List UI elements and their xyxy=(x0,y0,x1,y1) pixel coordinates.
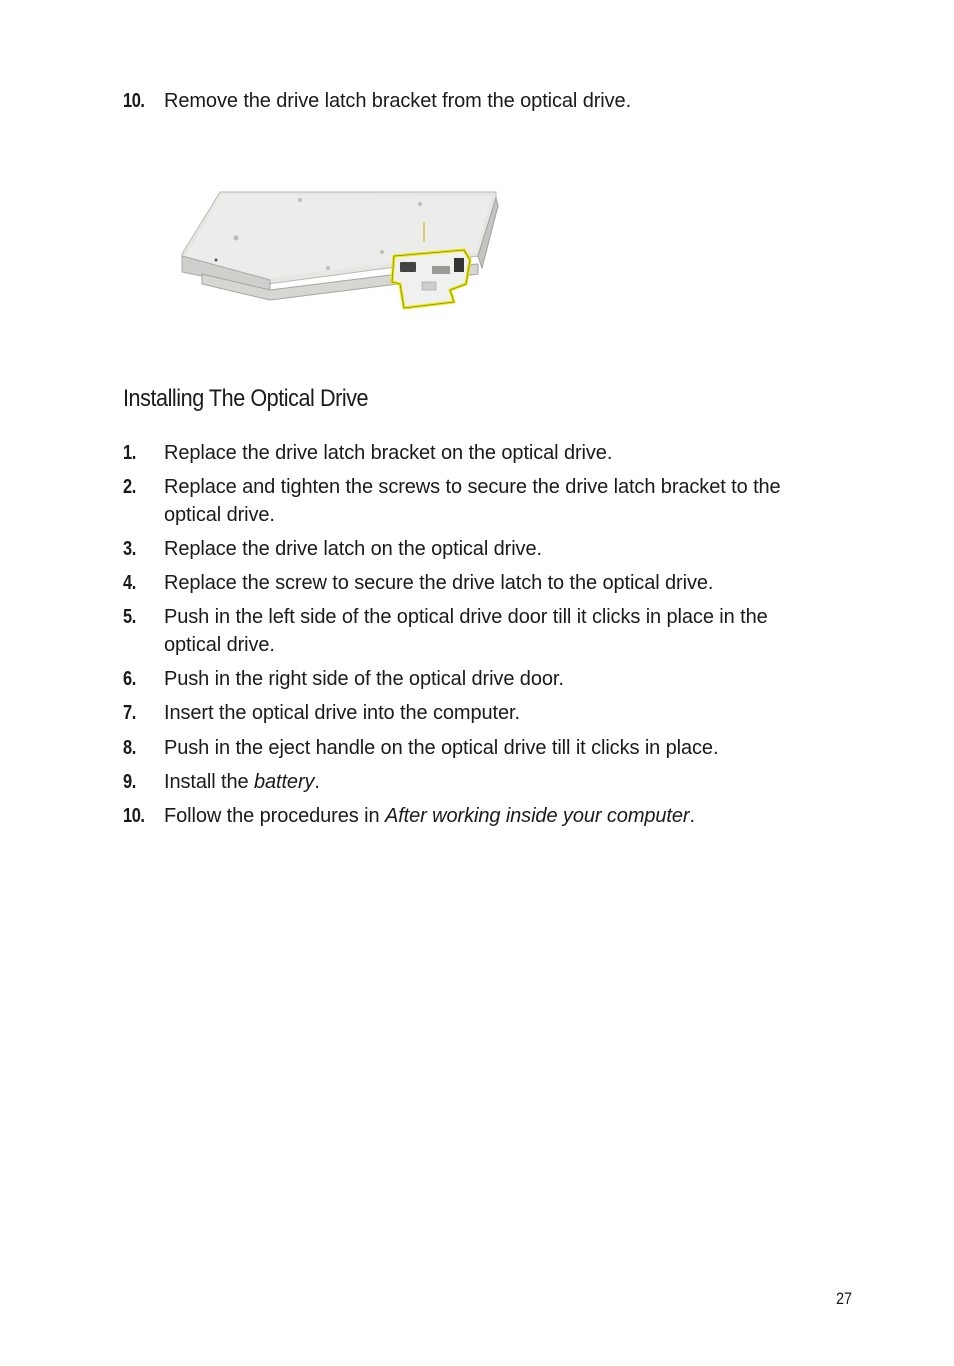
step-text: Push in the left side of the optical drive door till it clicks in place in the optical drive. xyxy=(164,606,768,656)
step-text xyxy=(164,768,823,796)
page-number: 27 xyxy=(836,1289,853,1308)
step-item xyxy=(123,439,823,467)
step-item xyxy=(123,699,823,727)
step-text-after: . xyxy=(314,771,320,793)
step-number: 1. xyxy=(123,442,136,464)
step-text: Replace and tighten the screws to secure the drive latch bracket to the optical drive. xyxy=(164,476,781,526)
step-text: Replace the drive latch bracket on the optical drive. xyxy=(164,442,613,464)
step-text: Replace the screw to secure the drive latch to the optical drive. xyxy=(164,572,714,594)
after-working-link[interactable]: After working inside your computer xyxy=(384,805,690,827)
step-text: Push in the eject handle on the optical drive till it clicks in place. xyxy=(164,737,719,759)
step-text: Insert the optical drive into the computer. xyxy=(164,702,520,724)
step-text-before: Follow the procedures in xyxy=(164,805,385,827)
step-text-after: . xyxy=(689,805,695,827)
step-item xyxy=(123,473,823,529)
battery-link[interactable]: battery xyxy=(253,771,315,793)
optical-drive-illustration xyxy=(178,186,508,316)
step-text: Remove the drive latch bracket from the optical drive. xyxy=(164,90,632,112)
step-number: 2. xyxy=(123,476,136,498)
step-item xyxy=(123,802,823,830)
step-item xyxy=(123,734,823,762)
step-number: 8. xyxy=(123,737,136,759)
step-number: 5. xyxy=(123,606,136,628)
step-number: 6. xyxy=(123,668,136,690)
step-number: 7. xyxy=(123,702,136,724)
step-number: 3. xyxy=(123,538,136,560)
step-number: 10. xyxy=(123,805,145,827)
step-10-remove xyxy=(123,87,823,115)
step-item xyxy=(123,535,823,563)
step-number: 10. xyxy=(123,90,145,112)
step-item xyxy=(123,569,823,597)
step-item xyxy=(123,768,823,796)
step-text: Push in the right side of the optical drive door. xyxy=(164,668,564,690)
step-text xyxy=(164,802,823,830)
step-item xyxy=(123,603,823,659)
step-number: 9. xyxy=(123,771,136,793)
step-text-before: Install the xyxy=(164,771,254,793)
step-text: Replace the drive latch on the optical drive. xyxy=(164,538,542,560)
step-item xyxy=(123,665,823,693)
section-title: Installing The Optical Drive xyxy=(123,385,369,412)
step-number: 4. xyxy=(123,572,136,594)
optical-drive-figure xyxy=(178,186,508,316)
